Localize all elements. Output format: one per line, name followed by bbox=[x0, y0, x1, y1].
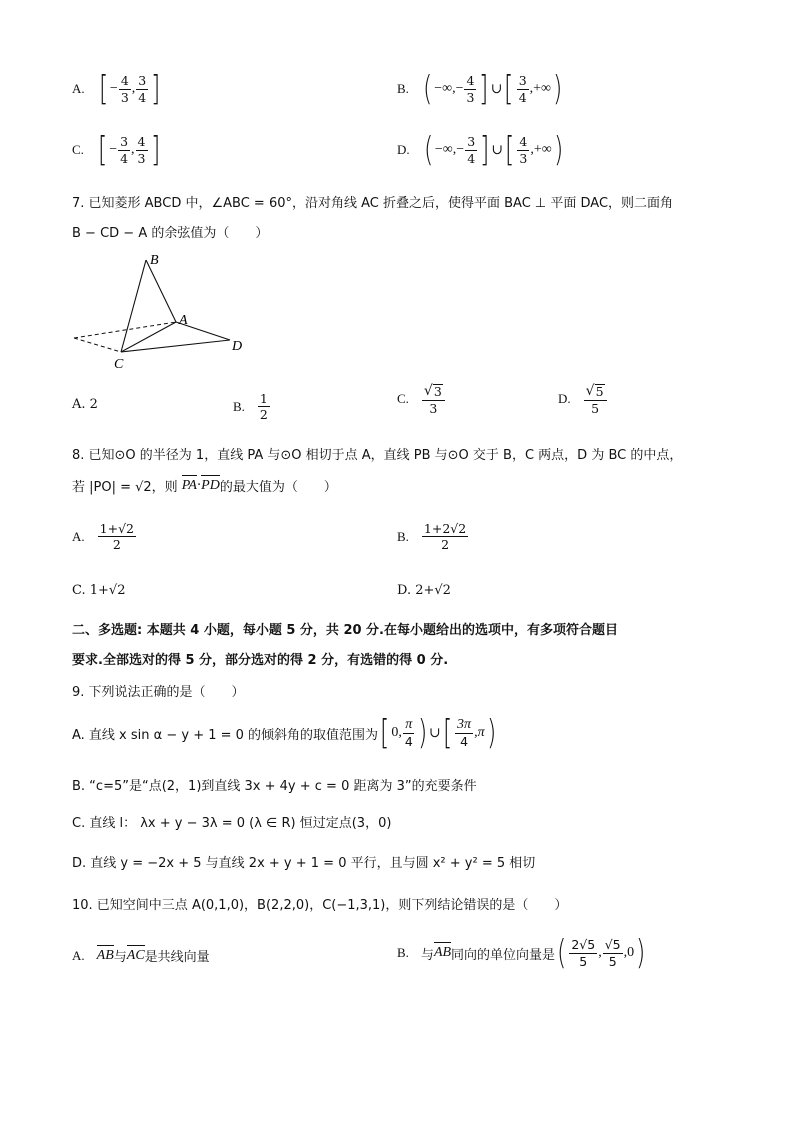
q8-option-a: A. $\frac{1+√2}{2}$ bbox=[72, 521, 134, 553]
q9-option-a: A. 直线 x sin α − y + 1 = 0 的倾斜角的取值范围为 [ 0, $\frac{\pi}{4}$ ) ∪ [ $\frac{3\pi}{4}$ ,π ) bbox=[72, 713, 496, 753]
q7-option-b: B. $\frac{1}{2}$ bbox=[233, 391, 268, 423]
vector-ac: AC bbox=[126, 947, 145, 963]
edge-ca bbox=[121, 322, 176, 352]
edge-ba bbox=[146, 260, 176, 322]
vector-pa: PA bbox=[181, 477, 197, 493]
section2-heading-line1: 二、多选题: 本题共 4 小题，每小题 5 分，共 20 分.在每小题给出的选项中，有多项符合题目 bbox=[72, 623, 619, 638]
q7-stem-line1: 7. 已知菱形 ABCD 中，∠ABC = 60°，沿对角线 AC 折叠之后，使得平面 BAC ⊥ 平面 DAC，则二面角 bbox=[72, 196, 674, 211]
q6-option-a: A. [ − $\frac{4}{3}$ , $\frac{3}{4}$ ] bbox=[72, 69, 161, 109]
q8-stem-line2: 若 |PO| = √2，则 PA · PD 的最大值为（ ） bbox=[72, 477, 337, 495]
edge-cd bbox=[121, 340, 230, 352]
q6-option-d: D. ( −∞,− $\frac{3}{4}$ ] ∪ [ $\frac{4}{3}$ ,+∞ ) bbox=[397, 130, 564, 170]
q8-stem-line1: 8. 已知⊙O 的半径为 1，直线 PA 与⊙O 相切于点 A，直线 PB 与⊙O 交于 B，C 两点，D 为 BC 的中点， bbox=[72, 448, 683, 463]
edge-bc bbox=[121, 260, 146, 352]
option-label: A. bbox=[72, 81, 85, 96]
q8-option-c: C. 1+√2 bbox=[72, 583, 126, 598]
q9-option-c: C. 直线 l： λx + y − 3λ = 0 (λ ∈ R) 恒过定点(3，0) bbox=[72, 816, 392, 831]
q7-figure bbox=[66, 252, 266, 372]
q10-stem: 10. 已知空间中三点 A(0,1,0)，B(2,2,0)，C(−1,3,1)，则下列结论错误的是（ ） bbox=[72, 898, 568, 913]
vertex-label-a: A bbox=[179, 313, 188, 328]
q8-option-b: B. $\frac{1+2√2}{2}$ bbox=[397, 521, 467, 553]
q9-option-b: B. “c=5”是“点(2，1)到直线 3x + 4y + c = 0 距离为 3”的充要条件 bbox=[72, 779, 477, 794]
q9-stem: 9. 下列说法正确的是（ ） bbox=[72, 685, 245, 700]
q10-option-a: A. AB 与 AC 是共线向量 bbox=[72, 947, 210, 965]
vertex-label-d: D bbox=[232, 339, 243, 354]
vector-ab: AB bbox=[96, 947, 114, 963]
vertex-label-b: B bbox=[150, 253, 159, 268]
q8-option-d: D. 2+√2 bbox=[397, 583, 451, 598]
q7-option-a: A. 2 bbox=[72, 397, 98, 412]
q6-option-c: C. [ − $\frac{3}{4}$ , $\frac{4}{3}$ ] bbox=[72, 130, 160, 170]
q7-option-c: C. √ 3 3 bbox=[397, 384, 446, 415]
vector-pd: PD bbox=[201, 477, 220, 493]
vertex-label-c: C bbox=[114, 357, 124, 372]
q9-option-d: D. 直线 y = −2x + 5 与直线 2x + y + 1 = 0 平行，且与圆 x² + y² = 5 相切 bbox=[72, 856, 536, 871]
q7-option-d: D. √ 5 5 bbox=[558, 384, 608, 415]
section2-heading-line2: 要求.全部选对的得 5 分，部分选对的得 2 分，有选错的得 0 分. bbox=[72, 653, 449, 668]
q7-stem-line2: B − CD − A 的余弦值为（ ） bbox=[72, 226, 269, 241]
q10-option-b: B. 与 AB 同向的单位向量是 ( $\frac{2√5}{5}$ , $\frac{√5}{5}$ ,0 ) bbox=[397, 933, 646, 973]
q6-option-b: B. ( −∞,− $\frac{4}{3}$ ] ∪ [ $\frac{3}{4}$ ,+∞ ) bbox=[397, 69, 563, 109]
vector-ab: AB bbox=[433, 945, 452, 960]
dashed-edge-2 bbox=[74, 338, 121, 352]
